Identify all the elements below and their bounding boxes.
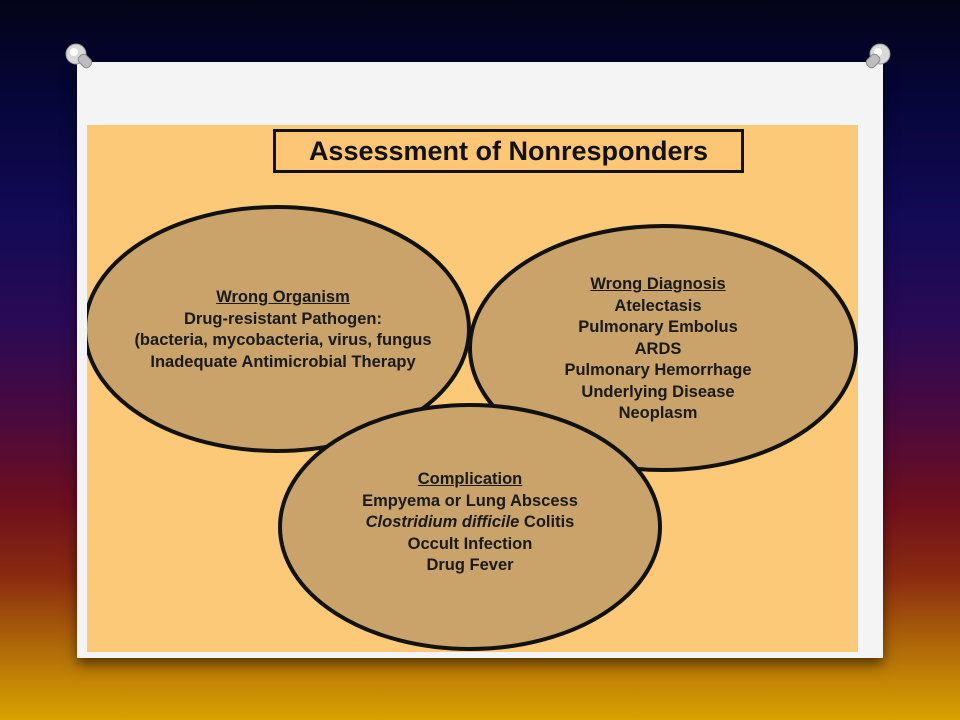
wrong-diagnosis-line: Pulmonary Embolus [578, 318, 738, 336]
diagram-title: Assessment of Nonresponders [273, 129, 744, 173]
complication-line: Empyema or Lung Abscess [362, 491, 578, 510]
wrong-diagnosis-line: Underlying Disease [581, 382, 735, 401]
wrong-diagnosis-line: Atelectasis [614, 296, 702, 315]
wrong-diagnosis-line: Neoplasm [618, 404, 698, 422]
diagram-image [87, 125, 858, 652]
complication-heading: Complication [417, 470, 523, 488]
wrong-diagnosis-line: ARDS [634, 339, 682, 358]
complication-line: Occult Infection [407, 534, 533, 553]
colitis-suffix: Colitis [519, 513, 575, 531]
clostridium-italic: Clostridium difficile [365, 513, 520, 531]
pushpin-icon [64, 42, 98, 76]
wrong-organism-line: (bacteria, mycobacteria, virus, fungus [134, 331, 432, 349]
complication-line: Drug Fever [426, 556, 514, 574]
wrong-diagnosis-line: Pulmonary Hemorrhage [564, 361, 752, 379]
wrong-diagnosis-heading: Wrong Diagnosis [590, 275, 726, 293]
wrong-organism-line: Inadequate Antimicrobial Therapy [150, 352, 416, 371]
pushpin-icon [860, 42, 894, 76]
wrong-diagnosis-text [507, 274, 809, 425]
complication-text [309, 469, 631, 577]
wrong-organism-heading: Wrong Organism [216, 288, 350, 306]
wrong-organism-text [97, 287, 469, 373]
wrong-organism-line: Drug-resistant Pathogen: [183, 309, 383, 328]
complication-colitis-line [309, 512, 631, 534]
